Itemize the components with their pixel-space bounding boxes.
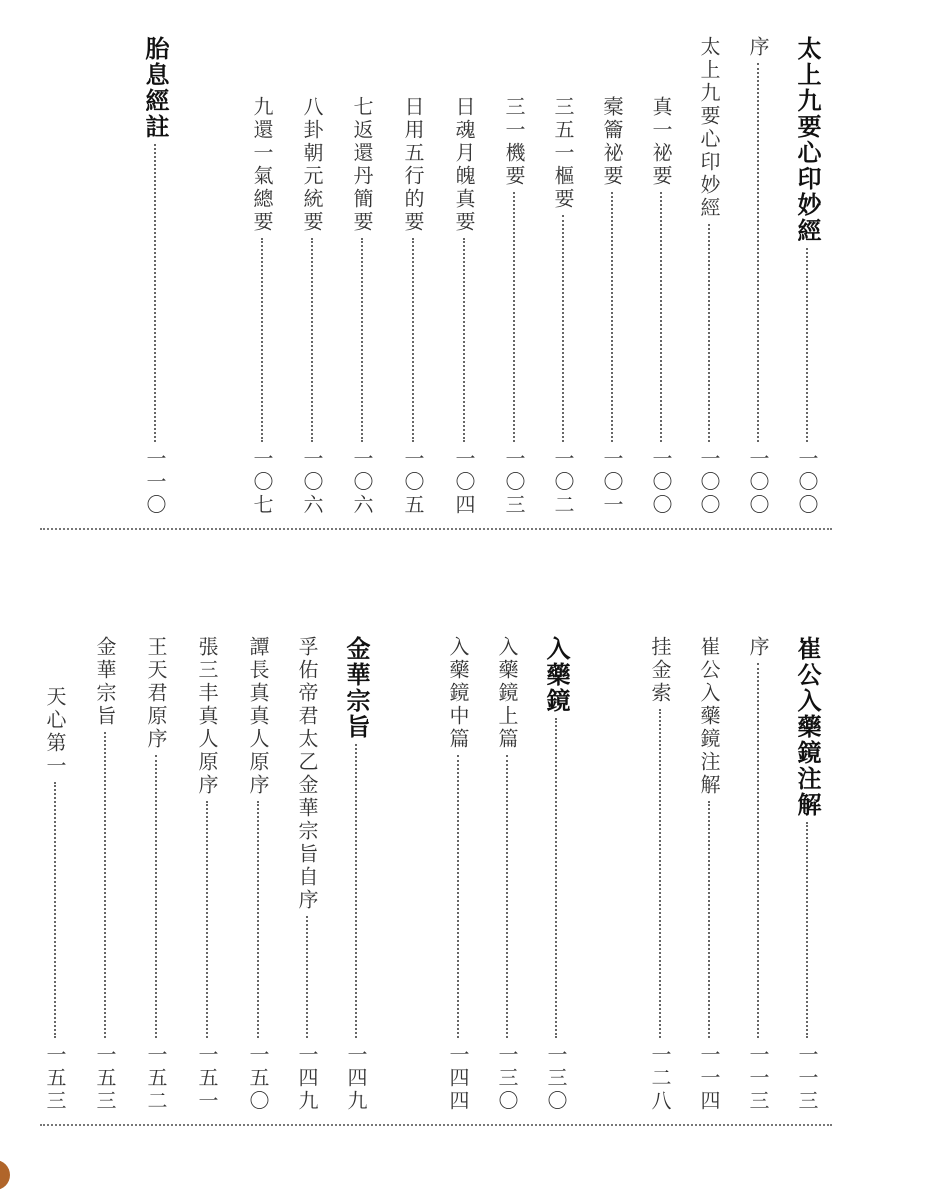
entry-title: 譚長真真人原序 [246, 636, 270, 797]
toc-title-entry[interactable] [792, 36, 822, 517]
toc-title-entry[interactable] [792, 636, 822, 1113]
dot-leader [555, 718, 557, 1038]
entry-title: 王天君原序 [144, 636, 168, 751]
toc-entry[interactable] [694, 36, 724, 517]
entry-page: 一一〇 [143, 448, 167, 517]
dot-leader [154, 144, 156, 442]
entry-title: 太上九要心印妙經 [697, 36, 721, 220]
entry-page: 一五三 [93, 1044, 117, 1113]
entry-title: 七返還丹簡要 [350, 96, 374, 234]
dot-leader [155, 755, 157, 1038]
toc-title-entry[interactable] [140, 36, 170, 517]
entry-page: 一四九 [295, 1044, 319, 1113]
dot-leader [506, 755, 508, 1038]
toc-entry[interactable] [398, 36, 428, 517]
toc-title-entry[interactable] [341, 636, 371, 1113]
entry-title: 序 [746, 36, 770, 59]
dot-leader [562, 215, 564, 442]
entry-title: 入藥鏡中篇 [446, 636, 470, 751]
dot-leader [708, 224, 710, 442]
toc-entry[interactable] [492, 636, 522, 1113]
dot-leader [104, 732, 106, 1038]
entry-title: 槖籥祕要 [600, 96, 624, 188]
toc-entry[interactable] [90, 636, 120, 1113]
entry-page: 一〇四 [452, 448, 476, 517]
toc-entry[interactable] [141, 636, 171, 1113]
dot-leader [806, 822, 808, 1038]
entry-title: 天心第一 [43, 686, 67, 778]
toc-entry[interactable] [548, 36, 578, 517]
entry-title: 崔公入藥鏡注解 [793, 636, 822, 818]
entry-page: 一四九 [344, 1044, 368, 1113]
entry-title: 金華宗旨 [93, 636, 117, 728]
entry-page: 一三〇 [544, 1044, 568, 1113]
entry-page: 一〇〇 [649, 448, 673, 517]
dot-leader [412, 238, 414, 442]
dot-leader [757, 63, 759, 442]
entry-page: 一〇二 [551, 448, 575, 517]
toc-entry[interactable] [347, 36, 377, 517]
entry-page: 一〇〇 [795, 448, 819, 517]
dot-leader [611, 192, 613, 442]
entry-title: 崔公入藥鏡注解 [697, 636, 721, 797]
page-corner-mark [0, 1160, 10, 1190]
entry-page: 一五一 [195, 1044, 219, 1113]
entry-title: 太上九要心印妙經 [793, 36, 822, 244]
toc-entry[interactable] [243, 636, 273, 1113]
entry-page: 一一三 [746, 1044, 770, 1113]
toc-section-bottom [40, 636, 832, 1126]
dot-leader [361, 238, 363, 442]
toc-entry[interactable] [743, 36, 773, 517]
entry-page: 一〇一 [600, 448, 624, 517]
entry-title: 八卦朝元統要 [300, 96, 324, 234]
dot-leader [257, 801, 259, 1038]
entry-title: 孚佑帝君太乙金華宗旨自序 [295, 636, 319, 912]
entry-title: 真一祕要 [649, 96, 673, 188]
toc-entry[interactable] [192, 636, 222, 1113]
dot-leader [355, 744, 357, 1038]
toc-entry[interactable] [443, 636, 473, 1113]
dot-leader [457, 755, 459, 1038]
dot-leader [659, 709, 661, 1038]
entry-title: 挂金索 [648, 636, 672, 705]
entry-title: 金華宗旨 [342, 636, 371, 740]
entry-page: 一四四 [446, 1044, 470, 1113]
dot-leader [306, 916, 308, 1038]
toc-entry[interactable] [292, 636, 322, 1113]
entry-page: 一〇〇 [697, 448, 721, 517]
dot-leader [513, 192, 515, 442]
entry-title: 九還一氣總要 [250, 96, 274, 234]
toc-entry[interactable] [499, 36, 529, 517]
toc-entry[interactable] [297, 36, 327, 517]
entry-page: 一〇〇 [746, 448, 770, 517]
entry-page: 一一三 [795, 1044, 819, 1113]
dot-leader [757, 663, 759, 1038]
entry-title: 胎息經註 [141, 36, 170, 140]
entry-title: 三一機要 [502, 96, 526, 188]
dot-leader [463, 238, 465, 442]
toc-title-entry[interactable] [541, 636, 571, 1113]
toc-entry[interactable] [646, 36, 676, 517]
entry-page: 一〇七 [250, 448, 274, 517]
entry-title: 日魂月魄真要 [452, 96, 476, 234]
entry-page: 一〇五 [401, 448, 425, 517]
dot-leader [660, 192, 662, 442]
dot-leader [54, 782, 56, 1038]
entry-page: 一五〇 [246, 1044, 270, 1113]
dot-leader [311, 238, 313, 442]
entry-title: 三五一樞要 [551, 96, 575, 211]
entry-page: 一一四 [697, 1044, 721, 1113]
entry-page: 一三〇 [495, 1044, 519, 1113]
dot-leader [261, 238, 263, 442]
entry-title: 入藥鏡 [542, 636, 571, 714]
toc-entry[interactable] [694, 636, 724, 1113]
entry-page: 一二八 [648, 1044, 672, 1113]
toc-section-top [40, 36, 832, 530]
toc-entry[interactable] [645, 636, 675, 1113]
dot-leader [708, 801, 710, 1038]
entry-title: 日用五行的要 [401, 96, 425, 234]
toc-entry[interactable] [743, 636, 773, 1113]
entry-title: 張三丰真人原序 [195, 636, 219, 797]
entry-title: 序 [746, 636, 770, 659]
entry-page: 一〇三 [502, 448, 526, 517]
entry-page: 一〇六 [350, 448, 374, 517]
dot-leader [206, 801, 208, 1038]
toc-sub-entry[interactable] [40, 636, 70, 1113]
entry-page: 一五三 [43, 1044, 67, 1113]
toc-entry[interactable] [449, 36, 479, 517]
entry-title: 入藥鏡上篇 [495, 636, 519, 751]
toc-entry[interactable] [597, 36, 627, 517]
dot-leader [806, 248, 808, 442]
toc-entry[interactable] [247, 36, 277, 517]
entry-page: 一〇六 [300, 448, 324, 517]
entry-page: 一五二 [144, 1044, 168, 1113]
